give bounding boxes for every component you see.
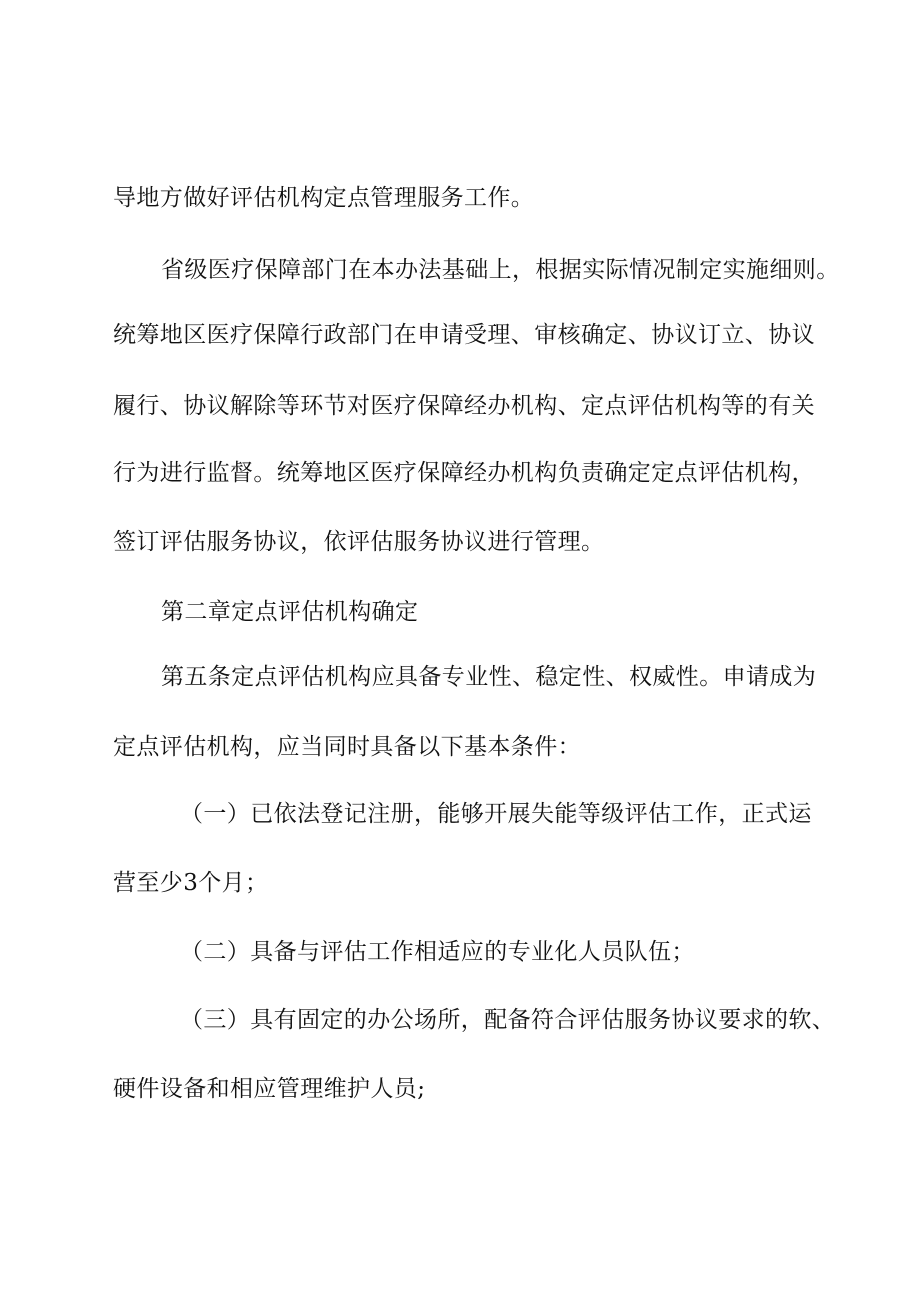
list-item: （三）具有固定的办公场所，配备符合评估服务协议要求的软、 <box>180 1007 836 1033</box>
text-line: 统筹地区医疗保障行政部门在申请受理、审核确定、协议订立、协议 <box>113 322 815 348</box>
text-line: 省级医疗保障部门在本办法基础上，根据实际情况制定实施细则。 <box>161 257 840 283</box>
text-line: 履行、协议解除等环节对医疗保障经办机构、定点评估机构等的有关 <box>113 393 815 419</box>
text-line: 签订评估服务协议，依评估服务协议进行管理。 <box>113 529 605 555</box>
list-item: （一）已依法登记注册，能够开展失能等级评估工作，正式运 <box>180 801 812 827</box>
text-line: 第五条定点评估机构应具备专业性、稳定性、权威性。申请成为 <box>161 664 817 690</box>
text-line: 营至少3个月； <box>113 870 269 896</box>
list-item: （二）具备与评估工作相适应的专业化人员队伍； <box>180 939 695 965</box>
text-line: 行为进行监督。统筹地区医疗保障经办机构负责确定定点评估机构， <box>113 460 815 486</box>
text-line: 导地方做好评估机构定点管理服务工作。 <box>113 185 535 211</box>
text-line: 定点评估机构，应当同时具备以下基本条件： <box>113 734 581 760</box>
section-heading: 第二章定点评估机构确定 <box>161 599 419 625</box>
text-line: 硬件设备和相应管理维护人员; <box>113 1076 426 1102</box>
